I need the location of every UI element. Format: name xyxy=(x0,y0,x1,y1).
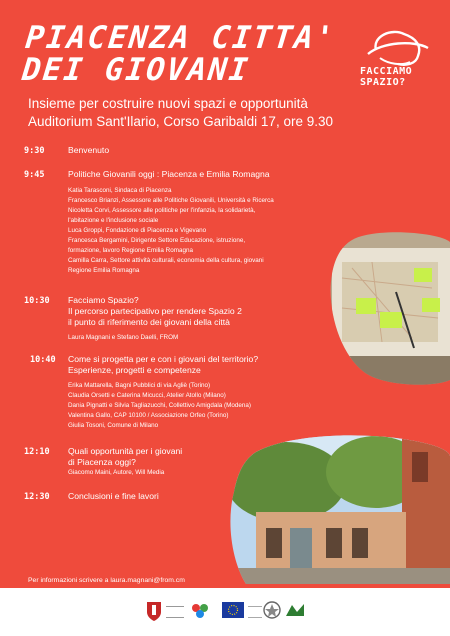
session-title-line: Il percorso partecipativo per rendere Spazio 2 xyxy=(68,306,242,316)
session-title-line: Come si progetta per e con i giovani del territorio? xyxy=(68,354,259,364)
italian-republic-emblem-icon xyxy=(263,600,281,620)
speaker-line: Luca Groppi, Fondazione di Piacenza e Vigevano xyxy=(68,227,207,234)
speaker-line: Regione Emilia Romagna xyxy=(68,267,140,274)
youth-logo-icon xyxy=(190,602,210,620)
contact-info: Per informazioni scrivere a laura.magnani@from.cm xyxy=(28,577,185,584)
speaker-line: Francesca Bergamini, Dirigente Settore Educazione, istruzione, xyxy=(68,237,246,244)
time-1230: 12:30 xyxy=(24,492,50,502)
title-line-1: PIACENZA CITTA' xyxy=(23,20,338,56)
session-welcome: Benvenuto xyxy=(68,145,110,155)
emilia-romagna-logo-icon xyxy=(285,602,305,618)
logo-text-line-2: SPAZIO? xyxy=(360,77,406,88)
session-opportunita xyxy=(68,446,182,468)
poster-subtitle: Insieme per costruire nuovi spazi e opportunità xyxy=(28,96,308,111)
session-politiche: Politiche Giovanili oggi : Piacenza e Emilia Romagna xyxy=(68,169,270,179)
session-title-line: di Piacenza oggi? xyxy=(68,457,136,467)
building-photo xyxy=(226,432,450,584)
session-progettare xyxy=(68,354,258,376)
session-facciamo-spazio xyxy=(68,295,242,328)
session-title-line: Facciamo Spazio? xyxy=(68,295,139,305)
time-945: 9:45 xyxy=(24,170,45,180)
time-1040: 10:40 xyxy=(30,355,56,365)
speaker-line: l'abitazione e l'inclusione sociale xyxy=(68,217,159,224)
speaker-line: formazione, lavoro Regione Emilia Romagna xyxy=(68,247,193,254)
event-location: Auditorium Sant'Ilario, Corso Garibaldi 17, ore 9.30 xyxy=(28,114,333,129)
session-facciamo-spazio-speakers: Laura Magnani e Stefano Daelli, FROM xyxy=(68,334,179,341)
time-1030: 10:30 xyxy=(24,296,50,306)
workshop-photo xyxy=(322,228,450,388)
time-1210: 12:10 xyxy=(24,447,50,457)
speaker-line: Francesco Brianzi, Assessore alle Politiche Giovanili, Università e Ricerca xyxy=(68,197,274,204)
session-politiche-speakers xyxy=(68,186,328,276)
speaker-line: Valentina Gallo, CAP 10100 / Associazione Orfeo (Torino) xyxy=(68,412,229,419)
speaker-line: Giulia Tosoni, Comune di Milano xyxy=(68,422,159,429)
speaker-line: Katia Tarasconi, Sindaca di Piacenza xyxy=(68,187,172,194)
speaker-line: Claudia Orsetti e Caterina Micucci, Atelier Atollo (Milano) xyxy=(68,392,226,399)
ministry-logo-icon xyxy=(248,606,262,618)
session-conclusioni: Conclusioni e fine lavori xyxy=(68,491,159,501)
session-opportunita-speakers: Giacomo Maini, Autore, Will Media xyxy=(68,469,165,476)
speaker-line: Dania Pignatti e Silvia Tagliazucchi, Collettivo Amigdala (Modena) xyxy=(68,402,251,409)
session-title-line: Esperienze, progetti e competenze xyxy=(68,365,201,375)
comune-logo-icon xyxy=(166,606,184,618)
eu-flag-icon xyxy=(222,602,244,618)
logo-text-line-1: FACCIAMO xyxy=(360,66,413,77)
sponsor-footer xyxy=(0,588,450,636)
speaker-line: Nicoletta Corvi, Assessore alle politiche per l'infanzia, la solidarietà, xyxy=(68,207,256,214)
title-line-2: DEI GIOVANI xyxy=(20,52,252,88)
session-progettare-speakers xyxy=(68,381,251,431)
session-title-line: il punto di riferimento dei giovani della città xyxy=(68,317,230,327)
time-930: 9:30 xyxy=(24,146,45,156)
speaker-line: Erika Mattarella, Bagni Pubblici di via Agliè (Torino) xyxy=(68,382,211,389)
logo-text xyxy=(360,66,440,88)
session-title-line: Quali opportunità per i giovani xyxy=(68,446,183,456)
piacenza-crest-icon xyxy=(146,600,162,622)
speaker-line: Camilla Carra, Settore attività culturali, economia della cultura, giovani xyxy=(68,257,264,264)
poster-title xyxy=(21,22,338,86)
